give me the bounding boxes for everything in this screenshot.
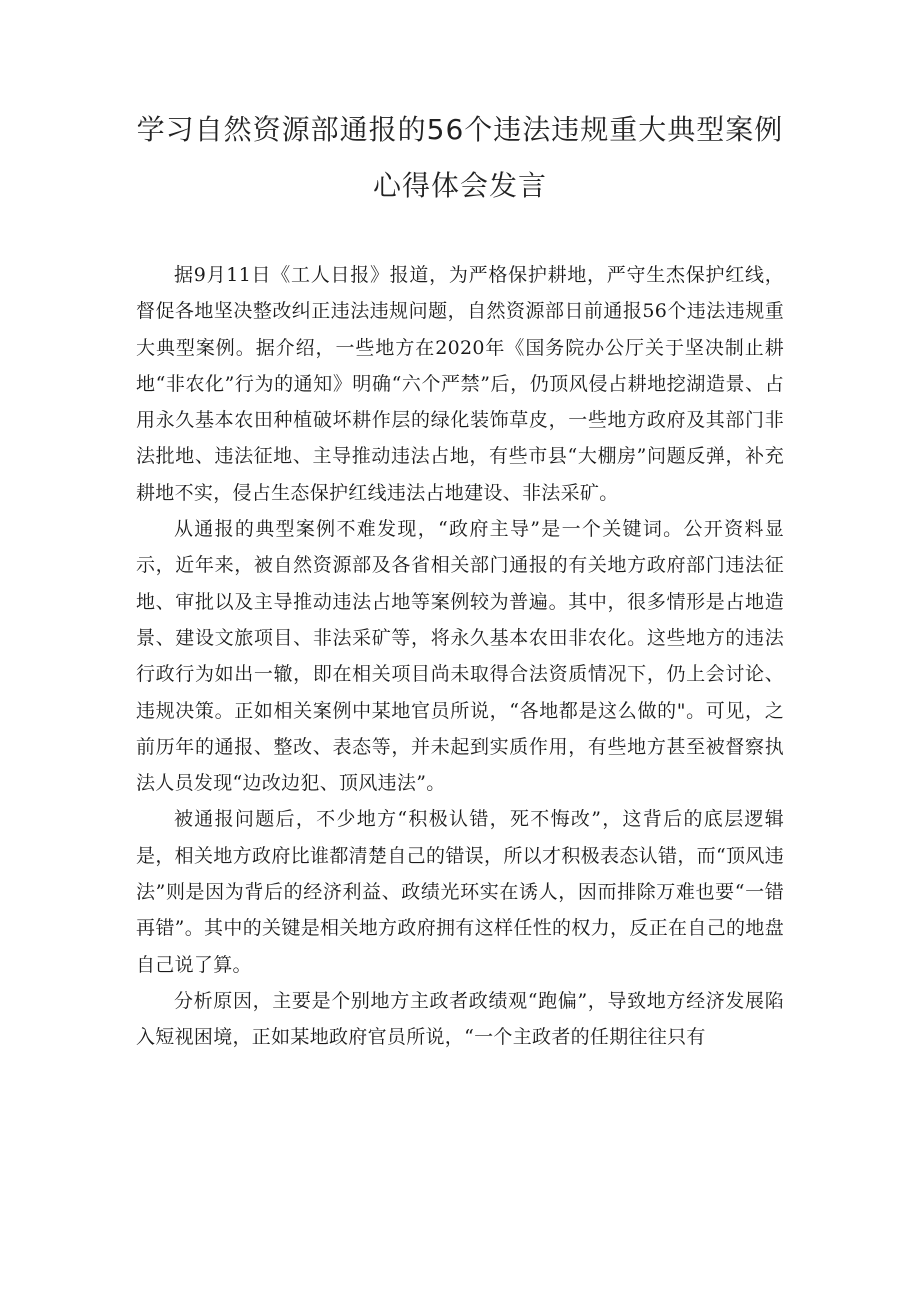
paragraph: 分析原因，主要是个别地方主政者政绩观“跑偏”，导致地方经济发展陷入短视困境，正如某地政府官员所说，“一个主政者的任期往往只有 (136, 989, 784, 1049)
document-title-line-1: 学习自然资源部通报的56个违法违规重大典型案例 (136, 113, 784, 146)
paragraph: 据9月11日《工人日报》报道，为严格保护耕地，严守生杰保护红线，督促各地坚决整改纠正违法违规问题，自然资源部日前通报56个违法违规重大典型案例。据介绍，一些地方在2020年《国务院办公厅关于坚决制止耕地“非农化”行为的通知》明确“六个严禁”后，仍顶风侵占耕地挖湖造景、占用永久基本农田种植破坏耕作层的绿化装饰草皮，一些地方政府及其部门非法批地、违法征地、主导推动违法占地，有些市县“大棚房”问题反弹，补充耕地不实，侵占生态保护红线违法占地建设、非法采矿。 (136, 264, 784, 504)
paragraph: 从通报的典型案例不难发现，“政府主导”是一个关键词。公开资料显示，近年来，被自然资源部及各省相关部门通报的有关地方政府部门违法征地、审批以及主导推动违法占地等案例较为普遍。其中，很多情形是占地造景、建设文旅项目、非法采矿等，将永久基本农田非农化。这些地方的违法行政行为如出一辙，即在相关项目尚未取得合法资质情况下，仍上会讨论、违规决策。正如相关案例中某地官员所说，“各地都是这么做的"。可见，之前历年的通报、整改、表态等，并未起到实质作用，有些地方甚至被督察执法人员发现“边改边犯、顶风违法”。 (136, 518, 784, 795)
document-title-line-2: 心得体会发言 (372, 169, 547, 202)
paragraph: 被通报问题后，不少地方“积极认错，死不悔改”，这背后的底层逻辑是，相关地方政府比谁都清楚自己的错误，所以才积极表态认错，而“顶风违法”则是因为背后的经济利益、政绩光环实在诱人，因而排除万难也要“一错再错”。其中的关键是相关地方政府拥有这样任性的权力，反正在自己的地盘自己说了算。 (136, 808, 784, 976)
document-body (136, 257, 784, 1056)
